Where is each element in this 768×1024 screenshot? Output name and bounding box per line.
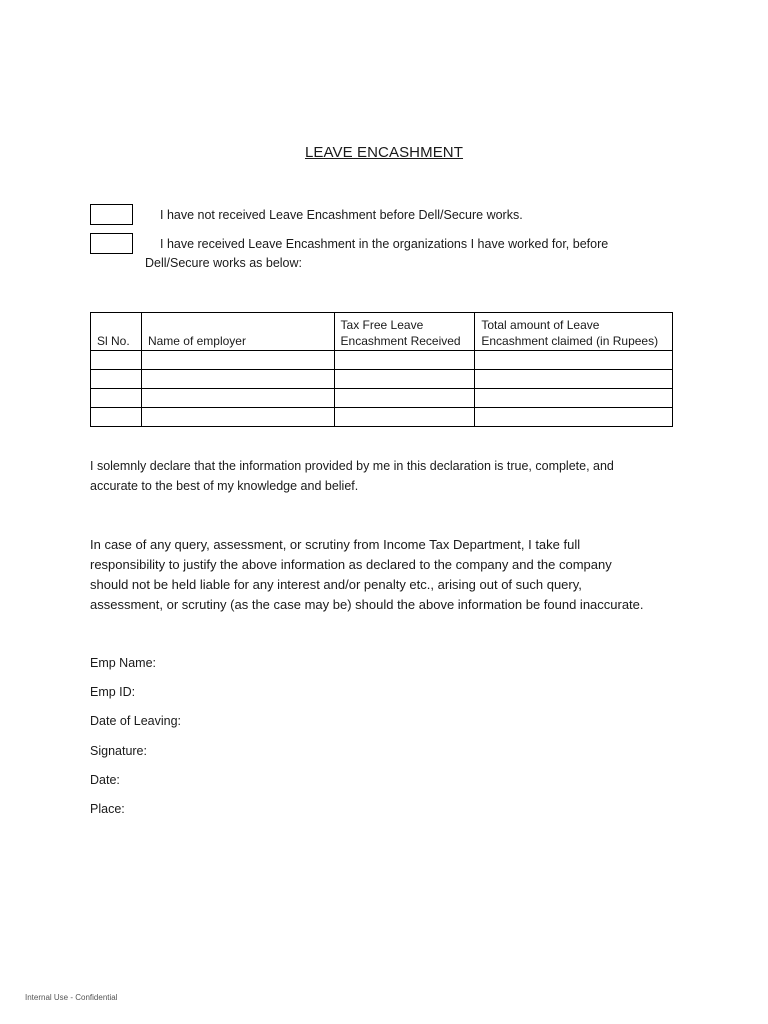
table-cell[interactable]: [334, 408, 475, 427]
responsibility-line2: responsibility to justify the above information as declared to the company and the company: [90, 557, 612, 572]
table-cell[interactable]: [91, 389, 142, 408]
table-cell[interactable]: [475, 389, 673, 408]
table-row: [91, 370, 673, 389]
date-label: Date:: [90, 773, 120, 787]
declaration-line2: accurate to the best of my knowledge and belief.: [90, 479, 359, 493]
emp-id-label: Emp ID:: [90, 685, 136, 699]
table-cell[interactable]: [334, 389, 475, 408]
table-cell[interactable]: [334, 351, 475, 370]
date-of-leaving-label: Date of Leaving:: [90, 714, 182, 728]
table-cell[interactable]: [475, 370, 673, 389]
received-label-line2: Dell/Secure works as below:: [145, 256, 303, 270]
encashment-table: [90, 312, 673, 427]
table-header-row: [91, 313, 673, 351]
header-employer: Name of employer: [141, 313, 334, 351]
declaration-line1: I solemnly declare that the information provided by me in this declaration is true, complete, and: [90, 459, 614, 473]
received-checkbox[interactable]: [90, 233, 133, 254]
table-cell[interactable]: [141, 389, 334, 408]
table-row: [91, 408, 673, 427]
emp-name-label: Emp Name:: [90, 656, 156, 670]
header-tax-free-line1: Tax Free Leave: [340, 318, 424, 332]
table-cell[interactable]: [334, 370, 475, 389]
table-cell[interactable]: [141, 351, 334, 370]
page-title: LEAVE ENCASHMENT: [304, 144, 464, 161]
received-label-line1: I have received Leave Encashment in the organizations I have worked for, before: [160, 237, 609, 251]
table-cell[interactable]: [91, 351, 142, 370]
responsibility-paragraph: [90, 535, 644, 615]
not-received-label: I have not received Leave Encashment before Dell/Secure works.: [160, 208, 523, 222]
header-tax-free-line2: Encashment Received: [340, 334, 461, 348]
responsibility-line1: In case of any query, assessment, or scrutiny from Income Tax Department, I take full: [90, 537, 581, 552]
header-total-line2: Encashment claimed (in Rupees): [481, 334, 659, 348]
header-total-line1: Total amount of Leave: [481, 318, 600, 332]
table-row: [91, 351, 673, 370]
confidentiality-footer: Internal Use - Confidential: [25, 993, 118, 1002]
responsibility-line4: assessment, or scrutiny (as the case may be) should the above information be found inaccurate.: [90, 597, 644, 612]
not-received-checkbox[interactable]: [90, 204, 133, 225]
place-label: Place:: [90, 802, 125, 816]
table-cell[interactable]: [475, 408, 673, 427]
table-cell[interactable]: [141, 370, 334, 389]
signature-label: Signature:: [90, 744, 147, 758]
header-total: [475, 313, 673, 351]
table-row: [91, 389, 673, 408]
header-tax-free: [334, 313, 475, 351]
responsibility-line3: should not be held liable for any interest and/or penalty etc., arising out of such query,: [90, 577, 582, 592]
table-cell[interactable]: [475, 351, 673, 370]
table-cell[interactable]: [91, 370, 142, 389]
declaration-paragraph: [90, 456, 614, 496]
table-cell[interactable]: [91, 408, 142, 427]
header-sl-no: Sl No.: [91, 313, 142, 351]
table-cell[interactable]: [141, 408, 334, 427]
